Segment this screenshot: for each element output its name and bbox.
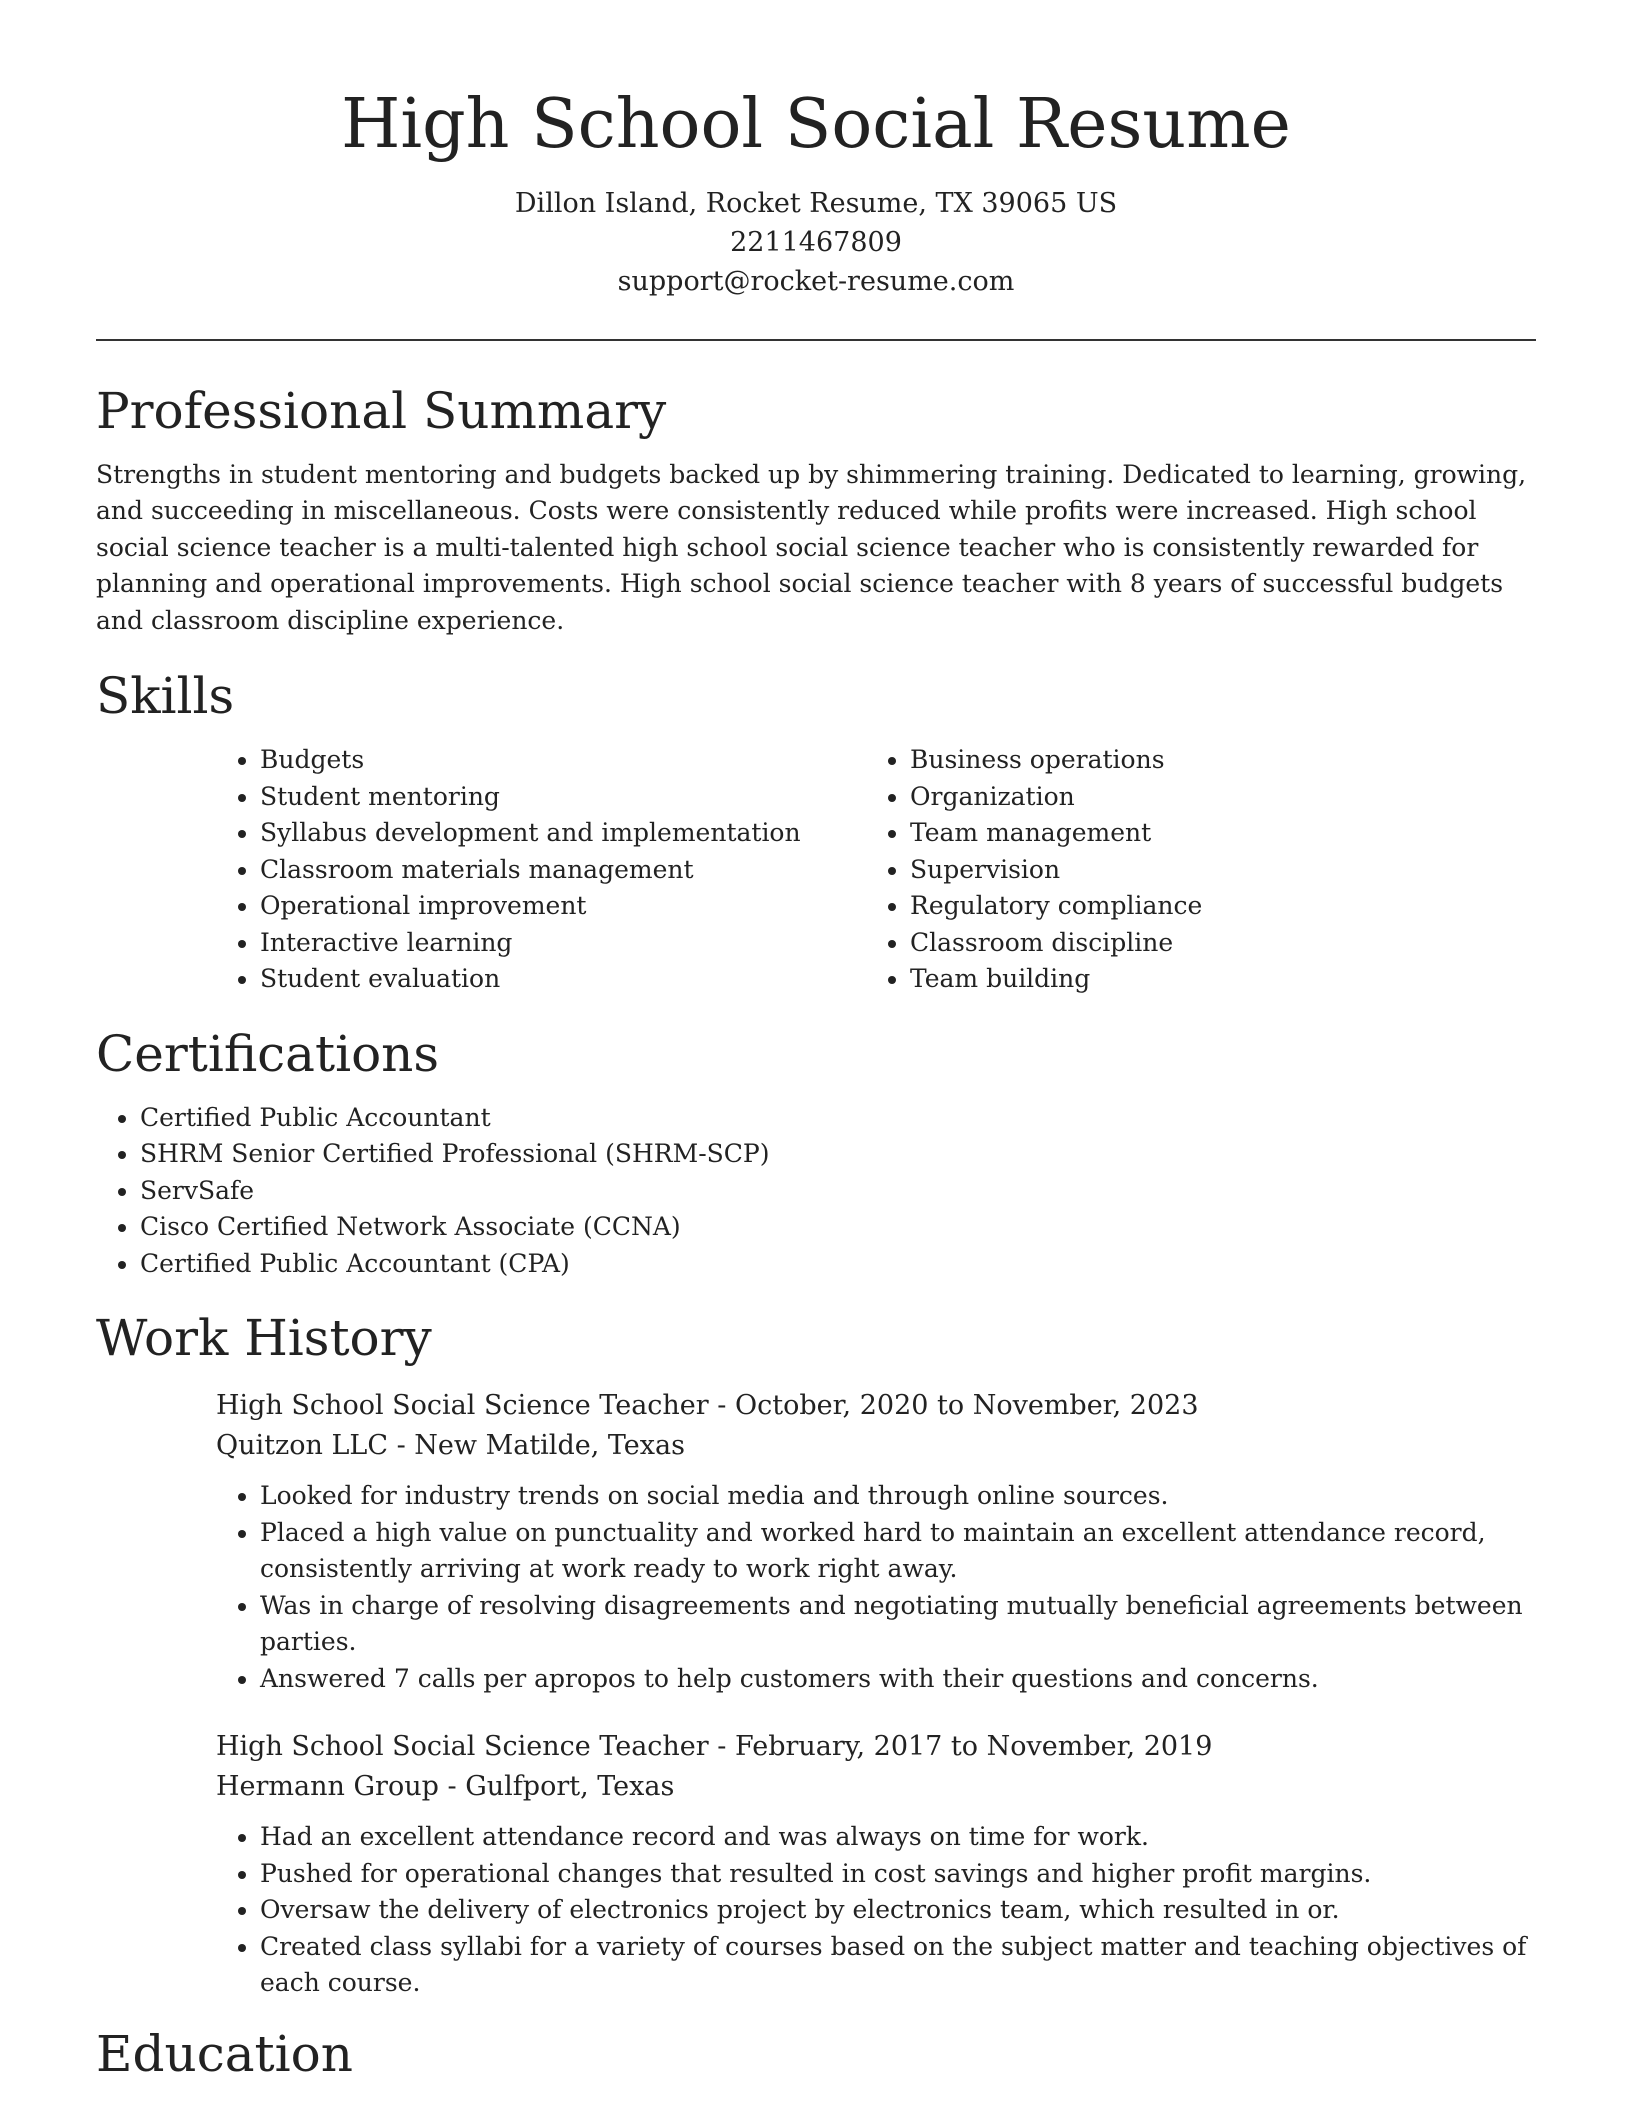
skills-list-left [216,742,866,998]
certifications-section [96,1024,1536,1283]
job-company-line: Hermann Group - Gulfport, Texas [216,1771,675,1803]
list-item: • Certified Public Accountant (CPA) [140,1246,1536,1283]
skills-section [96,666,1536,998]
list-item: • Interactive learning [260,925,866,962]
list-item: • Budgets [260,742,866,779]
summary-heading: Professional Summary [96,381,667,440]
list-item: • Classroom materials management [260,852,866,889]
job-dates: October, 2020 to November, 2023 [734,1390,1199,1422]
job-title: High School Social Science Teacher [216,1731,709,1763]
candidate-name: High School Social Resume [341,85,1291,164]
list-item: • ServSafe [140,1173,1536,1210]
contact-block [96,184,1536,301]
address: Dillon Island, Rocket Resume, TX 39065 US [514,187,1118,219]
list-item: • Supervision [910,852,1536,889]
summary-text: Strengths in student mentoring and budgets backed up by shimmering training. Dedicated to learning, growing, and succeeding in miscellaneous. Costs were consistently reduced while profits were increased. High school social science teacher is a multi-talented high school social science teacher who is consistently rewarded for planning and operational improvements. High school social science teacher with 8 years of successful budgets and classroom discipline experience. [96,459,1527,635]
phone: 2211467809 [730,226,902,258]
list-item: • Certified Public Accountant [140,1100,1536,1137]
job-title-line: High School Social Science Teacher - October, 2020 to November, 2023 [216,1390,1199,1422]
list-item: • Cisco Certified Network Associate (CCNA) [140,1209,1536,1246]
work-history-heading: Work History [96,1309,432,1368]
job-title: High School Social Science Teacher [216,1390,709,1422]
list-item: • Operational improvement [260,888,866,925]
work-history-section [96,1308,1536,2002]
list-item: • Organization [910,779,1536,816]
email: support@rocket-resume.com [617,265,1015,297]
summary-section [96,381,1536,640]
job-dates: February, 2017 to November, 2019 [734,1731,1213,1763]
list-item: • Classroom discipline [910,925,1536,962]
job-entry [216,1386,1536,1697]
list-item: • Pushed for operational changes that resulted in cost savings and higher profit margins. [260,1856,1536,1893]
education-heading: Education [96,2024,353,2083]
job-duties [216,1478,1536,1697]
certifications-list [96,1100,1536,1283]
list-item: • Business operations [910,742,1536,779]
certifications-heading: Certifications [96,1024,440,1083]
education-section [96,2024,1536,2084]
skills-heading: Skills [96,667,235,726]
job-company: Hermann Group [216,1771,439,1803]
job-location: New Matilde, Texas [414,1430,685,1462]
list-item: • Had an excellent attendance record and was always on time for work. [260,1819,1536,1856]
list-item: • Created class syllabi for a variety of courses based on the subject matter and teaching objectives of each course. [260,1929,1536,2002]
list-item: • Syllabus development and implementation [260,815,866,852]
resume-header [96,0,1536,301]
list-item: • Placed a high value on punctuality and worked hard to maintain an excellent attendance record, consistently arriving at work ready to work right away. [260,1515,1536,1588]
list-item: • Regulatory compliance [910,888,1536,925]
list-item: • Oversaw the delivery of electronics project by electronics team, which resulted in or. [260,1892,1536,1929]
list-item: • Team management [910,815,1536,852]
list-item: • Was in charge of resolving disagreements and negotiating mutually beneficial agreements between parties. [260,1588,1536,1661]
list-item: • Answered 7 calls per apropos to help customers with their questions and concerns. [260,1661,1536,1698]
skills-grid [216,742,1536,998]
list-item: • Student evaluation [260,961,866,998]
job-location: Gulfport, Texas [465,1771,675,1803]
job-duties [216,1819,1536,2002]
job-entry [216,1727,1536,2002]
list-item: • Team building [910,961,1536,998]
list-item: • Student mentoring [260,779,866,816]
job-company-line: Quitzon LLC - New Matilde, Texas [216,1430,685,1462]
skills-list-right [866,742,1536,998]
job-company: Quitzon LLC [216,1430,388,1462]
list-item: • SHRM Senior Certified Professional (SHRM-SCP) [140,1136,1536,1173]
list-item: • Looked for industry trends on social media and through online sources. [260,1478,1536,1515]
header-divider [96,339,1536,341]
job-title-line: High School Social Science Teacher - February, 2017 to November, 2019 [216,1731,1213,1763]
